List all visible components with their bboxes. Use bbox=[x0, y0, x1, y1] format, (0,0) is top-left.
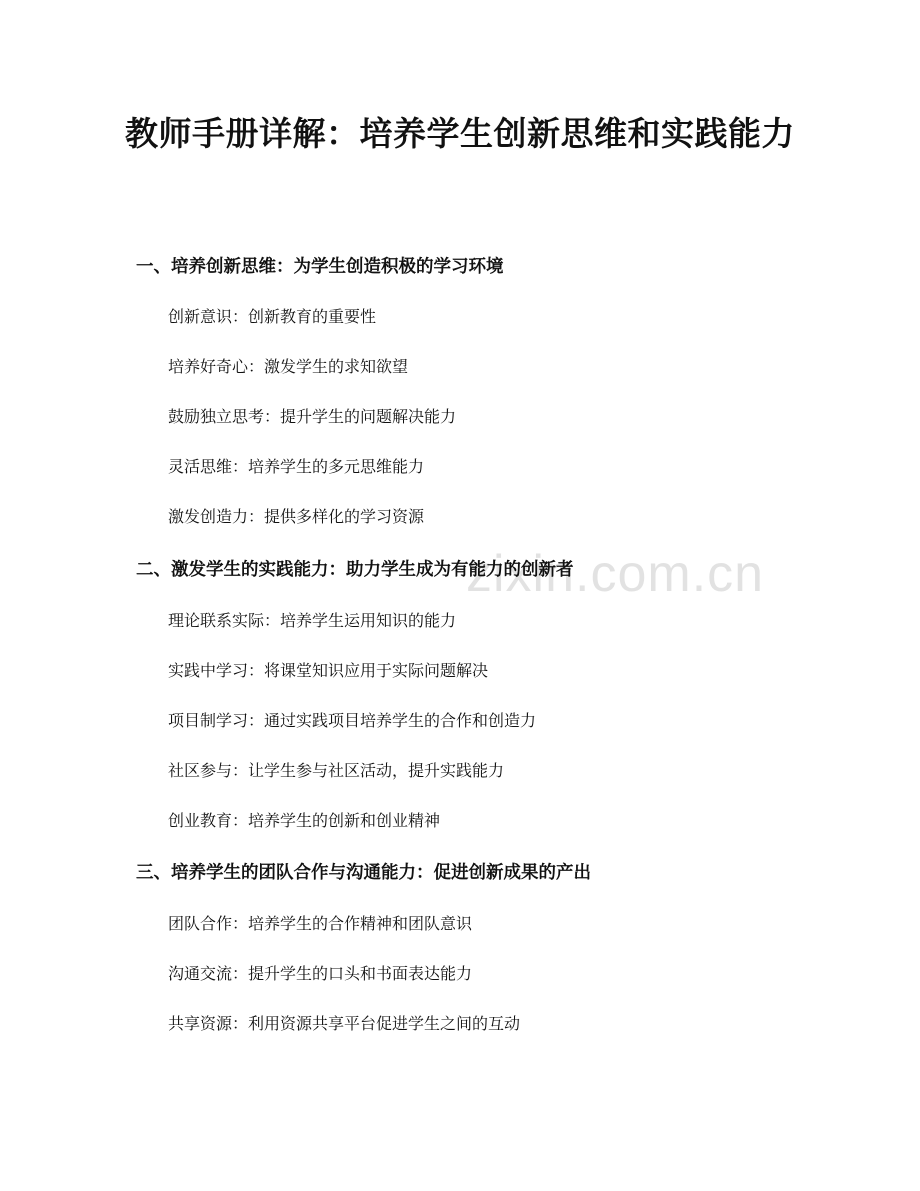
list-item: 理论联系实际：培养学生运用知识的能力 bbox=[168, 611, 457, 630]
list-item: 创业教育：培养学生的创新和创业精神 bbox=[168, 811, 441, 830]
section-heading-1: 一、培养创新思维：为学生创造积极的学习环境 bbox=[136, 257, 504, 277]
watermark: zixin.com.cn bbox=[466, 545, 765, 603]
list-item: 创新意识：创新教育的重要性 bbox=[168, 307, 377, 326]
list-item: 实践中学习：将课堂知识应用于实际问题解决 bbox=[168, 661, 489, 680]
list-item: 沟通交流：提升学生的口头和书面表达能力 bbox=[168, 964, 473, 983]
list-item: 共享资源：利用资源共享平台促进学生之间的互动 bbox=[168, 1014, 521, 1033]
list-item: 社区参与：让学生参与社区活动，提升实践能力 bbox=[168, 761, 505, 780]
section-heading-2: 二、激发学生的实践能力：助力学生成为有能力的创新者 bbox=[136, 560, 574, 580]
page-title: 教师手册详解：培养学生创新思维和实践能力 bbox=[125, 114, 795, 153]
list-item: 培养好奇心：激发学生的求知欲望 bbox=[168, 357, 409, 376]
list-item: 激发创造力：提供多样化的学习资源 bbox=[168, 507, 425, 526]
section-heading-3: 三、培养学生的团队合作与沟通能力：促进创新成果的产出 bbox=[136, 863, 591, 883]
list-item: 团队合作：培养学生的合作精神和团队意识 bbox=[168, 914, 473, 933]
list-item: 灵活思维：培养学生的多元思维能力 bbox=[168, 457, 425, 476]
list-item: 项目制学习：通过实践项目培养学生的合作和创造力 bbox=[168, 711, 537, 730]
list-item: 鼓励独立思考：提升学生的问题解决能力 bbox=[168, 407, 457, 426]
